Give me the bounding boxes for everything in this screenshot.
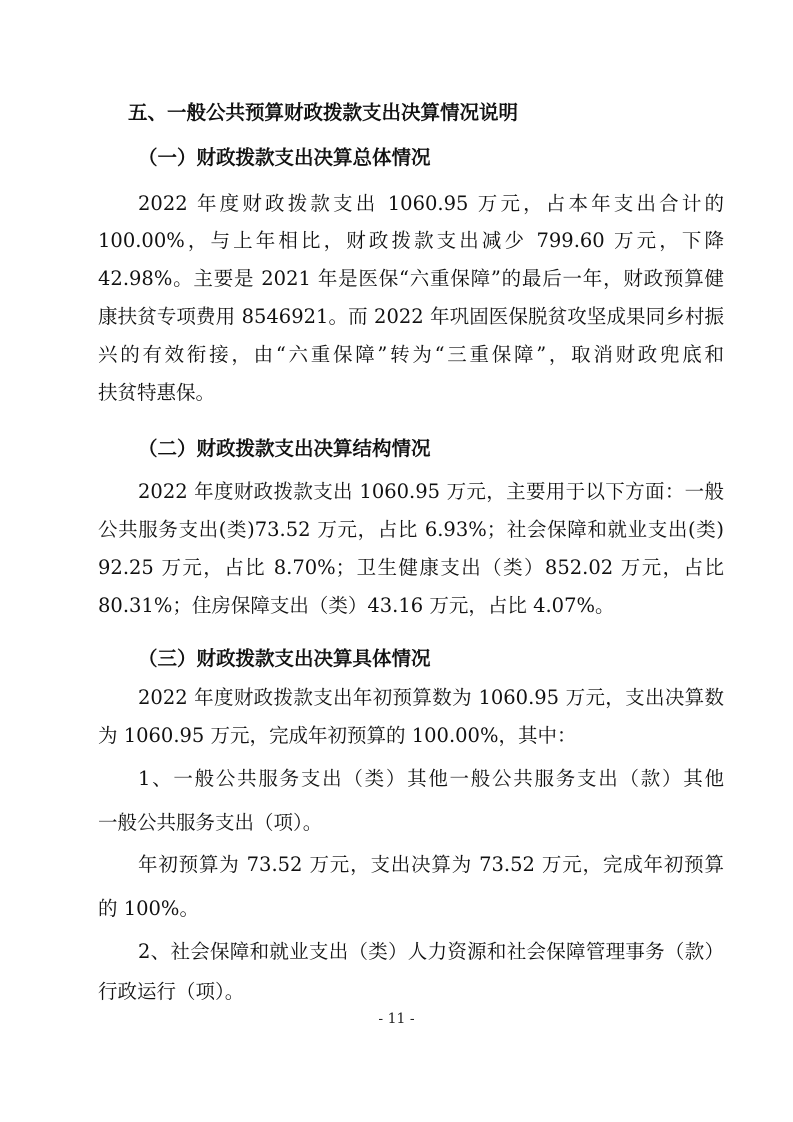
- paragraph-line: 80.31%；住房保障支出（类）43.16 万元，占比 4.07%。: [98, 594, 615, 617]
- paragraph-line: 1、一般公共服务支出（类）其他一般公共服务支出（款）其他: [138, 767, 724, 790]
- paragraph-line: 兴的有效衔接，由“六重保障”转为“三重保障”，取消财政兜底和: [98, 343, 724, 366]
- paragraph-line: 2、社会保障和就业支出（类）人力资源和社会保障管理事务（款）: [138, 940, 724, 963]
- subsection-title-2: （二）财政拨款支出决算结构情况: [138, 437, 431, 460]
- paragraph-line: 一般公共服务支出（项）。: [98, 811, 323, 834]
- subsection-title-1: （一）财政拨款支出决算总体情况: [138, 146, 431, 169]
- paragraph-line: 年初预算为 73.52 万元，支出决算为 73.52 万元，完成年初预算: [138, 853, 724, 876]
- paragraph-line: 2022 年度财政拨款支出 1060.95 万元，主要用于以下方面：一般: [138, 480, 724, 503]
- paragraph-line: 92.25 万元，占比 8.70%；卫生健康支出（类）852.02 万元，占比: [98, 556, 724, 579]
- paragraph-line: 行政运行（项）。: [98, 980, 245, 1003]
- section-title: 五、一般公共预算财政拨款支出决算情况说明: [128, 101, 519, 124]
- page-number: - 11 -: [378, 1011, 415, 1027]
- paragraph-line: 扶贫特惠保。: [98, 381, 216, 404]
- paragraph-line: 100.00%，与上年相比，财政拨款支出减少 799.60 万元，下降: [98, 229, 724, 252]
- paragraph-line: 2022 年度财政拨款支出 1060.95 万元，占本年支出合计的: [138, 192, 724, 215]
- paragraph-line: 公共服务支出(类)73.52 万元，占比 6.93%；社会保障和就业支出(类): [98, 518, 724, 541]
- paragraph-line: 42.98%。主要是 2021 年是医保“六重保障”的最后一年，财政预算健: [98, 267, 724, 290]
- paragraph-line: 的 100%。: [98, 897, 199, 920]
- paragraph-line: 为 1060.95 万元，完成年初预算的 100.00%，其中：: [98, 724, 577, 747]
- paragraph-line: 2022 年度财政拨款支出年初预算数为 1060.95 万元，支出决算数: [138, 686, 724, 709]
- subsection-title-3: （三）财政拨款支出决算具体情况: [138, 647, 431, 670]
- paragraph-line: 康扶贫专项费用 8546921。而 2022 年巩固医保脱贫攻坚成果同乡村振: [98, 305, 724, 328]
